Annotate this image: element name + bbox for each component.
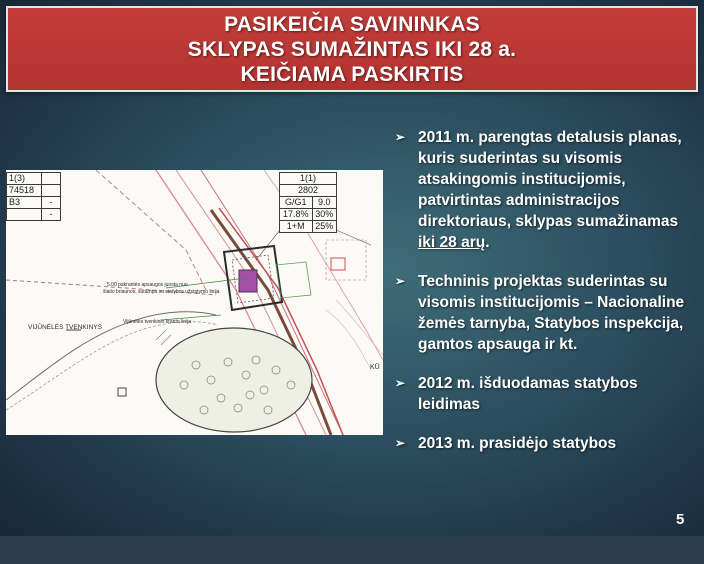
table-cell: B3 (7, 197, 42, 209)
bullet-item (393, 271, 698, 355)
bullet-text: Techninis projektas suderintas su visomis institucijomis – Nacionaline žemės tarnyba, Statybos inspekcija, gamtos apsauga ir kt. (418, 273, 685, 353)
map-note-line-1: 5.00 pakrantės apsaugos juosta nuo (107, 282, 188, 288)
page-number: 5 (676, 511, 685, 528)
right-plot-table (279, 172, 337, 233)
table-cell: 2802 (280, 185, 337, 197)
table-cell: 30% (312, 209, 337, 221)
table-cell: 17.8% (280, 209, 313, 221)
title-line-2: SKLYPAS SUMAŽINTAS IKI 28 a. (187, 37, 517, 61)
arrow-bullet-icon: ➢ (395, 376, 406, 390)
table-cell: 74518 (7, 185, 42, 197)
title-banner (6, 6, 698, 92)
pond-shoreline-label: Vijūnėlės tvenkinio kranto linija (123, 319, 192, 325)
arrow-bullet-icon: ➢ (395, 436, 406, 450)
arrow-bullet-icon: ➢ (395, 274, 406, 288)
bullet-item (393, 127, 698, 253)
bullet-text-end: . (485, 234, 490, 251)
table-cell: 1+M (280, 221, 313, 233)
table-cell: 9.0 (312, 197, 337, 209)
title-line-1: PASIKEIČIA SAVININKAS (224, 12, 480, 36)
pond-name-label: VIJŪNĖLĖS TVENKINYS (28, 324, 102, 331)
bullet-text-underlined: iki 28 arų (418, 234, 486, 251)
map-corner-label: KŪ (370, 364, 380, 371)
table-cell: 1(1) (280, 173, 337, 185)
table-cell (42, 185, 61, 197)
table-cell: G/G1 (280, 197, 313, 209)
table-cell (7, 209, 42, 221)
map-note-line-2: šlaito briaunos, sutampa su statybos užstatymo linija (103, 289, 220, 295)
table-cell: - (42, 209, 61, 221)
bullet-text: 2011 m. parengtas detalusis planas, kuris suderintas su visomis atsakingomis institucijomis, patvirtintas administracijos direktoriaus, sklypas sumažinamas (418, 129, 682, 230)
site-plan-map (6, 170, 383, 435)
table-cell (42, 173, 61, 185)
left-plot-table (6, 172, 61, 221)
bullet-text: 2013 m. prasidėjo statybos (418, 435, 617, 452)
title-line-3: KEIČIAMA PASKIRTIS (240, 62, 464, 86)
bottom-strip (0, 536, 704, 564)
arrow-bullet-icon: ➢ (395, 130, 406, 144)
bullet-item (393, 433, 698, 454)
bullet-text: 2012 m. išduodamas statybos leidimas (418, 375, 638, 413)
table-cell: - (42, 197, 61, 209)
bullet-item (393, 373, 698, 415)
table-cell: 25% (312, 221, 337, 233)
bullet-list (393, 127, 698, 454)
table-cell: 1(3) (7, 173, 42, 185)
